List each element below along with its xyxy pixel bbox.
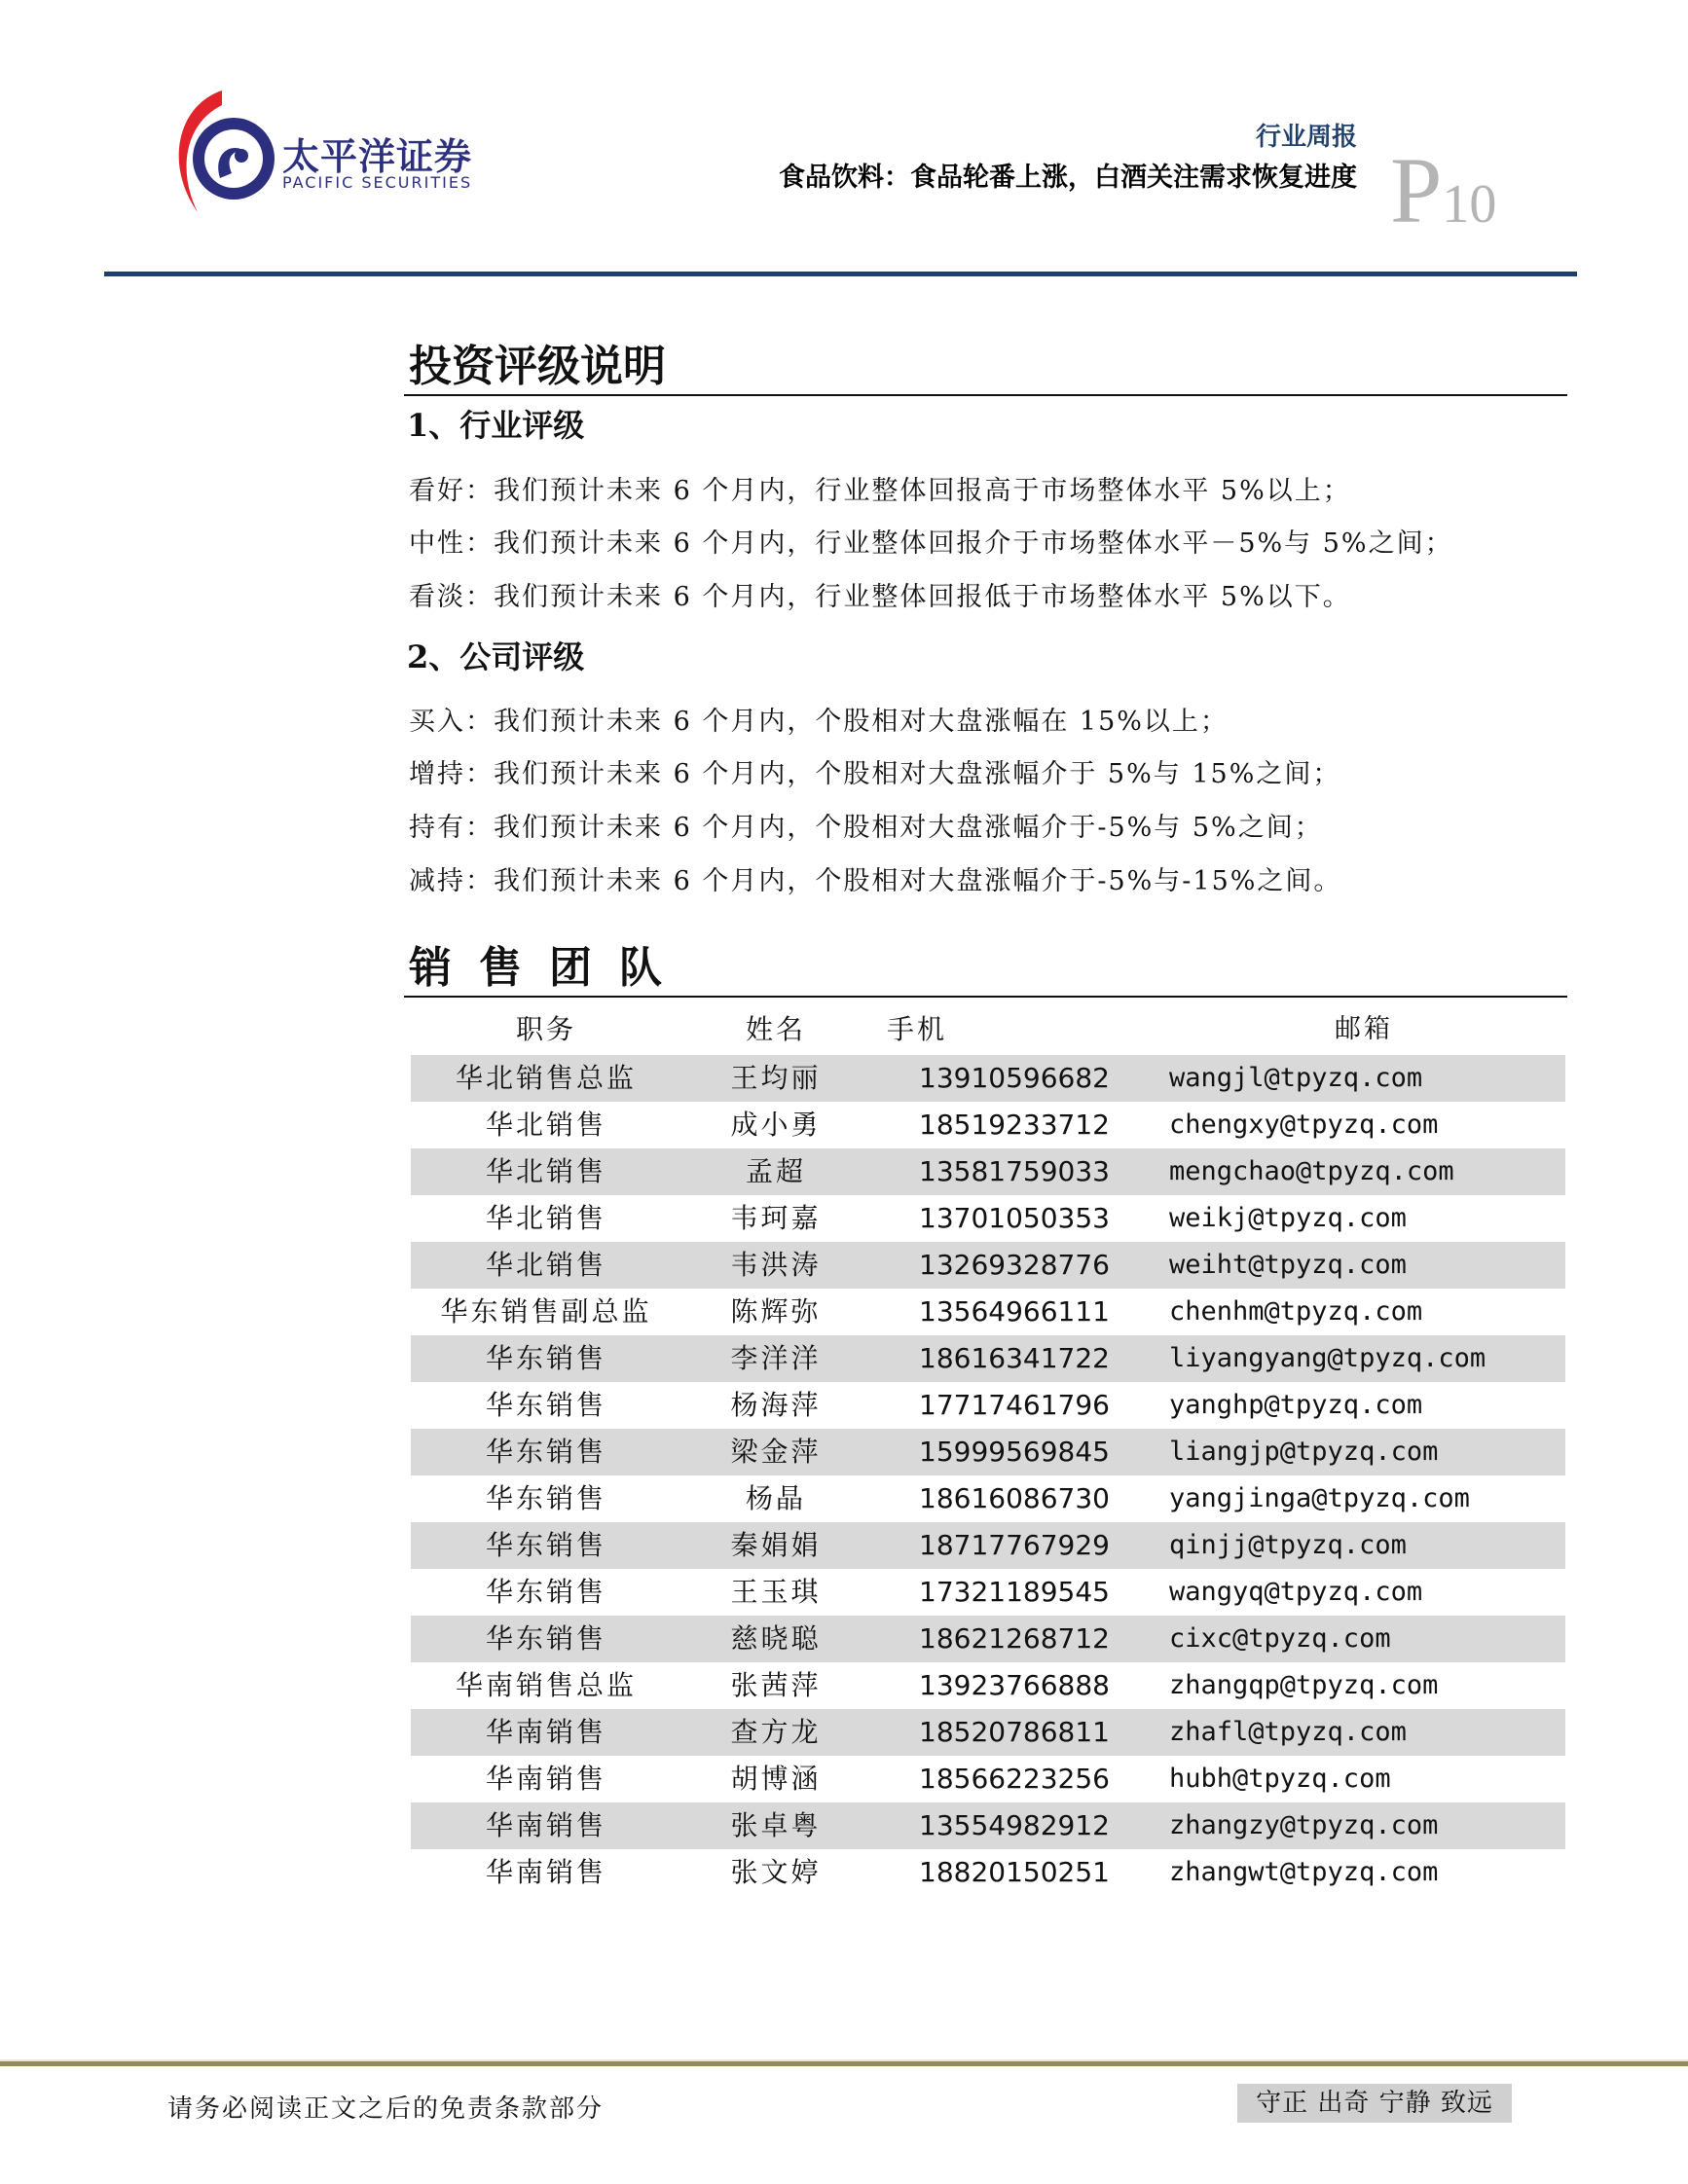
cell-phone: 13564966111	[919, 1295, 1110, 1328]
cell-role: 华南销售	[485, 1763, 606, 1795]
cell-role: 华北销售	[485, 1249, 606, 1281]
table-row	[411, 1616, 1565, 1662]
table-row	[411, 1335, 1565, 1382]
cell-name: 梁金萍	[730, 1436, 822, 1468]
table-row	[411, 1662, 1565, 1709]
cell-role: 华南销售总监	[455, 1669, 637, 1701]
cell-role: 华北销售总监	[455, 1062, 637, 1094]
cell-email: wangjl@tpyzq.com	[1169, 1063, 1423, 1093]
table-row	[411, 1289, 1565, 1335]
cell-role: 华南销售	[485, 1856, 606, 1888]
cell-email: weiht@tpyzq.com	[1169, 1250, 1407, 1280]
cell-role: 华北销售	[485, 1109, 606, 1141]
cell-email: liyangyang@tpyzq.com	[1169, 1343, 1486, 1373]
cell-email: chengxy@tpyzq.com	[1169, 1110, 1439, 1140]
cell-phone: 18820150251	[919, 1856, 1110, 1888]
company-rating-line: 增持：我们预计未来 6 个月内，个股相对大盘涨幅介于 5%与 15%之间；	[409, 759, 1341, 789]
cell-role: 华东销售	[485, 1576, 606, 1608]
cell-phone: 13581759033	[919, 1155, 1110, 1187]
cell-email: wangyq@tpyzq.com	[1169, 1577, 1423, 1607]
cell-name: 韦珂嘉	[730, 1202, 822, 1234]
cell-role: 华东销售	[485, 1389, 606, 1421]
table-row	[411, 1148, 1565, 1195]
cell-email: weikj@tpyzq.com	[1169, 1203, 1407, 1233]
column-header-phone: 手机	[886, 1013, 947, 1045]
company-rating-line: 买入：我们预计未来 6 个月内，个股相对大盘涨幅在 15%以上；	[409, 707, 1229, 737]
cell-name: 陈辉弥	[730, 1295, 822, 1328]
footer-disclaimer: 请务必阅读正文之后的免责条款部分	[167, 2094, 605, 2124]
cell-role: 华南销售	[485, 1809, 606, 1841]
logo-mark-icon	[164, 86, 290, 222]
table-row	[411, 1709, 1565, 1756]
cell-name: 孟超	[745, 1155, 806, 1187]
table-row	[411, 1569, 1565, 1616]
table-row	[411, 1102, 1565, 1148]
cell-phone: 13910596682	[919, 1062, 1110, 1094]
rating-title-rule	[404, 394, 1567, 396]
industry-rating-heading: 1、行业评级	[407, 407, 585, 444]
cell-role: 华北销售	[485, 1202, 606, 1234]
cell-name: 秦娟娟	[730, 1529, 822, 1561]
cell-phone: 17717461796	[919, 1389, 1110, 1421]
cell-name: 成小勇	[730, 1109, 822, 1141]
header-divider	[104, 272, 1577, 276]
cell-email: yanghp@tpyzq.com	[1169, 1390, 1423, 1420]
cell-email: yangjinga@tpyzq.com	[1169, 1483, 1470, 1513]
industry-rating-line: 看淡：我们预计未来 6 个月内，行业整体回报低于市场整体水平 5%以下。	[409, 582, 1351, 612]
cell-phone: 13701050353	[919, 1202, 1110, 1234]
team-title-rule	[404, 996, 1567, 998]
table-row	[411, 1195, 1565, 1242]
cell-phone: 18566223256	[919, 1763, 1110, 1795]
table-body	[411, 1055, 1565, 1896]
cell-role: 华东销售	[485, 1482, 606, 1514]
cell-role: 华东销售	[485, 1622, 606, 1655]
cell-phone: 18717767929	[919, 1529, 1110, 1561]
rating-section-title: 投资评级说明	[409, 342, 666, 391]
cell-email: mengchao@tpyzq.com	[1169, 1156, 1454, 1186]
cell-role: 华东销售	[485, 1436, 606, 1468]
column-header-role: 职务	[515, 1013, 576, 1045]
cell-role: 华东销售	[485, 1529, 606, 1561]
logo-chinese-name: 太平洋证券	[282, 135, 473, 178]
table-row	[411, 1802, 1565, 1849]
company-rating-line: 持有：我们预计未来 6 个月内，个股相对大盘涨幅介于-5%与 5%之间；	[409, 813, 1323, 843]
cell-role: 华东销售副总监	[440, 1295, 652, 1328]
cell-phone: 18519233712	[919, 1109, 1110, 1141]
column-header-name: 姓名	[745, 1013, 806, 1045]
cell-email: zhangwt@tpyzq.com	[1169, 1857, 1439, 1887]
cell-email: zhangqp@tpyzq.com	[1169, 1670, 1439, 1700]
cell-name: 张茜萍	[730, 1669, 822, 1701]
cell-phone: 13923766888	[919, 1669, 1110, 1701]
cell-email: zhangzy@tpyzq.com	[1169, 1810, 1439, 1840]
cell-email: cixc@tpyzq.com	[1169, 1623, 1391, 1654]
table-row	[411, 1429, 1565, 1475]
cell-name: 查方龙	[730, 1716, 822, 1748]
cell-name: 张文婷	[730, 1856, 822, 1888]
table-header-row	[411, 1004, 1565, 1055]
cell-email: zhafl@tpyzq.com	[1169, 1717, 1407, 1747]
cell-phone: 18616086730	[919, 1482, 1110, 1514]
cell-name: 杨晶	[745, 1482, 806, 1514]
table-row	[411, 1055, 1565, 1102]
cell-email: hubh@tpyzq.com	[1169, 1764, 1391, 1794]
table-row	[411, 1382, 1565, 1429]
cell-name: 王玉琪	[730, 1576, 822, 1608]
page-number	[1390, 136, 1496, 244]
cell-name: 杨海萍	[730, 1389, 822, 1421]
cell-name: 胡博涵	[730, 1763, 822, 1795]
footer-divider	[0, 2059, 1688, 2066]
cell-role: 华北销售	[485, 1155, 606, 1187]
sales-team-title: 销售团队	[409, 943, 689, 993]
cell-role: 华东销售	[485, 1342, 606, 1374]
cell-email: chenhm@tpyzq.com	[1169, 1296, 1423, 1327]
cell-name: 张卓粤	[730, 1809, 822, 1841]
company-rating-heading: 2、公司评级	[407, 638, 585, 675]
table-row	[411, 1242, 1565, 1289]
cell-phone: 17321189545	[919, 1576, 1110, 1608]
table-row	[411, 1522, 1565, 1569]
cell-email: liangjp@tpyzq.com	[1169, 1437, 1439, 1467]
table-row	[411, 1849, 1565, 1896]
industry-rating-line: 中性：我们预计未来 6 个月内，行业整体回报介于市场整体水平－5%与 5%之间；	[409, 528, 1453, 559]
cell-phone: 18520786811	[919, 1716, 1110, 1748]
cell-phone: 15999569845	[919, 1436, 1110, 1468]
footer-motto: 守正 出奇 宁静 致远	[1237, 2084, 1512, 2123]
cell-phone: 18616341722	[919, 1342, 1110, 1374]
cell-name: 慈晓聪	[730, 1622, 822, 1655]
logo-english-name: PACIFIC SECURITIES	[282, 173, 473, 192]
cell-name: 李洋洋	[730, 1342, 822, 1374]
cell-phone: 13554982912	[919, 1809, 1110, 1841]
industry-rating-line: 看好：我们预计未来 6 个月内，行业整体回报高于市场整体水平 5%以上；	[409, 476, 1351, 506]
cell-email: qinjj@tpyzq.com	[1169, 1530, 1407, 1560]
report-title: 食品饮料：食品轮番上涨，白酒关注需求恢复进度	[779, 163, 1357, 193]
cell-role: 华南销售	[485, 1716, 606, 1748]
report-type: 行业周报	[1255, 123, 1357, 152]
table-row	[411, 1756, 1565, 1802]
sales-team-table	[411, 1004, 1565, 1896]
page-number-value: 10	[1442, 174, 1497, 235]
cell-phone: 13269328776	[919, 1249, 1110, 1281]
cell-name: 王均丽	[730, 1062, 822, 1094]
column-header-email: 邮箱	[1335, 1014, 1393, 1044]
company-rating-line: 减持：我们预计未来 6 个月内，个股相对大盘涨幅介于-5%与-15%之间。	[409, 866, 1342, 896]
cell-phone: 18621268712	[919, 1622, 1110, 1655]
table-row	[411, 1475, 1565, 1522]
cell-name: 韦洪涛	[730, 1249, 822, 1281]
page-prefix: P	[1390, 138, 1443, 242]
